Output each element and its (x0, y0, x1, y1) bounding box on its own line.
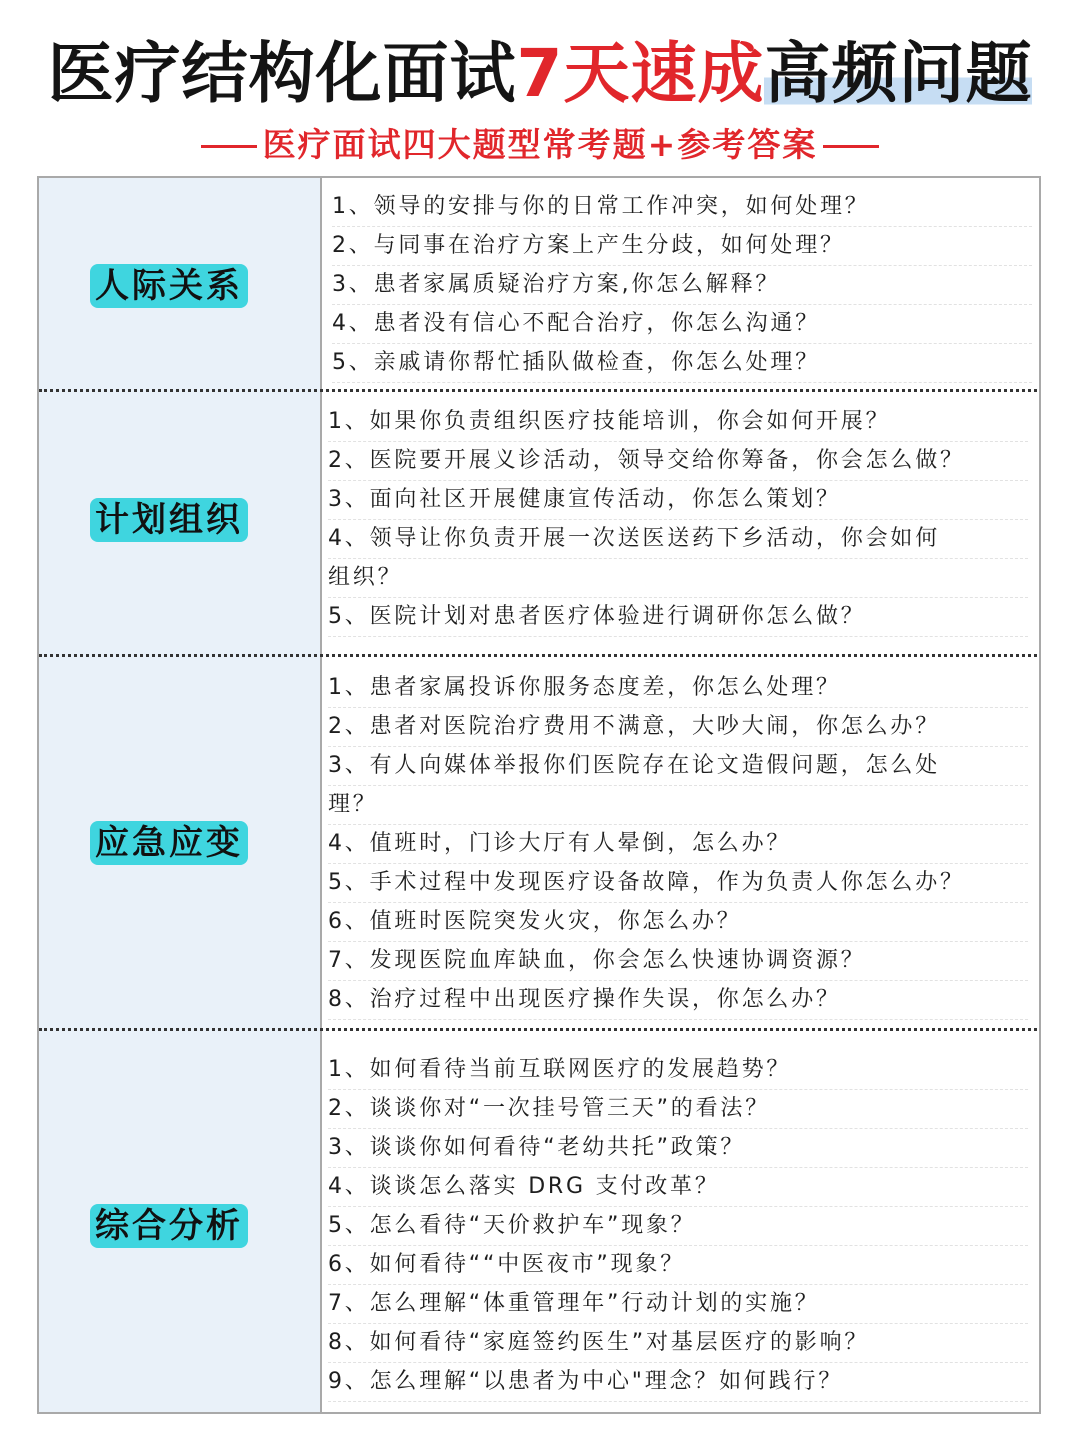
question-item: 5、医院计划对患者医疗体验进行调研你怎么做？ (328, 597, 1028, 637)
question-item: 2、医院要开展义诊活动，领导交给你筹备，你会怎么做？ (328, 441, 1028, 481)
question-item-continued: 组织？ (328, 558, 1028, 598)
question-item-continued: 理？ (328, 785, 1028, 825)
question-table (37, 176, 1041, 1414)
question-item: 5、亲戚请你帮忙插队做检查，你怎么处理？ (332, 343, 1032, 383)
question-item: 2、患者对医院治疗费用不满意，大吵大闹，你怎么办？ (328, 707, 1028, 747)
section-divider (39, 389, 1037, 392)
question-item: 3、谈谈你如何看待“老幼共托”政策？ (328, 1128, 1028, 1168)
question-item: 8、治疗过程中出现医疗操作失误，你怎么办？ (328, 980, 1028, 1020)
category-badge-planning: 计划组织 (90, 498, 248, 542)
question-item: 5、怎么看待“天价救护车”现象？ (328, 1206, 1028, 1246)
question-item: 2、与同事在治疗方案上产生分歧，如何处理？ (332, 226, 1032, 266)
subtitle-dash-right (823, 145, 879, 148)
question-item: 6、值班时医院突发火灾，你怎么办？ (328, 902, 1028, 942)
subtitle (0, 122, 1080, 168)
title-part-3: 高频问题 (764, 35, 1033, 112)
question-item: 3、患者家属质疑治疗方案,你怎么解释？ (332, 265, 1032, 305)
question-item: 9、怎么理解“以患者为中心"理念？如何践行？ (328, 1362, 1028, 1402)
category-badge-interpersonal: 人际关系 (90, 264, 248, 308)
title-part-1: 医疗结构化面试 (47, 35, 517, 112)
question-item: 7、发现医院血库缺血，你会怎么快速协调资源？ (328, 941, 1028, 981)
question-item: 8、如何看待“家庭签约医生”对基层医疗的影响？ (328, 1323, 1028, 1363)
subtitle-dash-left (201, 145, 257, 148)
question-item: 1、领导的安排与你的日常工作冲突，如何处理？ (332, 187, 1032, 227)
question-item: 3、有人向媒体举报你们医院存在论文造假问题，怎么处 (328, 746, 1028, 786)
question-item: 4、谈谈怎么落实 DRG 支付改革？ (328, 1167, 1028, 1207)
question-item: 5、手术过程中发现医疗设备故障，作为负责人你怎么办？ (328, 863, 1028, 903)
title-part-2: 7天速成 (516, 35, 765, 112)
question-item: 1、如何看待当前互联网医疗的发展趋势？ (328, 1050, 1028, 1090)
page-title (0, 30, 1080, 118)
question-item: 4、值班时，门诊大厅有人晕倒，怎么办？ (328, 824, 1028, 864)
category-badge-emergency: 应急应变 (90, 821, 248, 865)
question-item: 4、患者没有信心不配合治疗，你怎么沟通？ (332, 304, 1032, 344)
question-item: 6、如何看待““中医夜市”现象？ (328, 1245, 1028, 1285)
question-item: 2、谈谈你对“一次挂号管三天”的看法？ (328, 1089, 1028, 1129)
question-item: 1、患者家属投诉你服务态度差，你怎么处理？ (328, 668, 1028, 708)
subtitle-text: 医疗面试四大题型常考题+参考答案 (262, 125, 818, 164)
question-item: 7、怎么理解“体重管理年”行动计划的实施？ (328, 1284, 1028, 1324)
question-item: 4、领导让你负责开展一次送医送药下乡活动，你会如何 (328, 519, 1028, 559)
category-badge-analysis: 综合分析 (90, 1204, 248, 1248)
section-divider (39, 654, 1037, 657)
question-item: 1、如果你负责组织医疗技能培训，你会如何开展？ (328, 402, 1028, 442)
question-item: 3、面向社区开展健康宣传活动，你怎么策划？ (328, 480, 1028, 520)
section-divider (39, 1028, 1037, 1031)
